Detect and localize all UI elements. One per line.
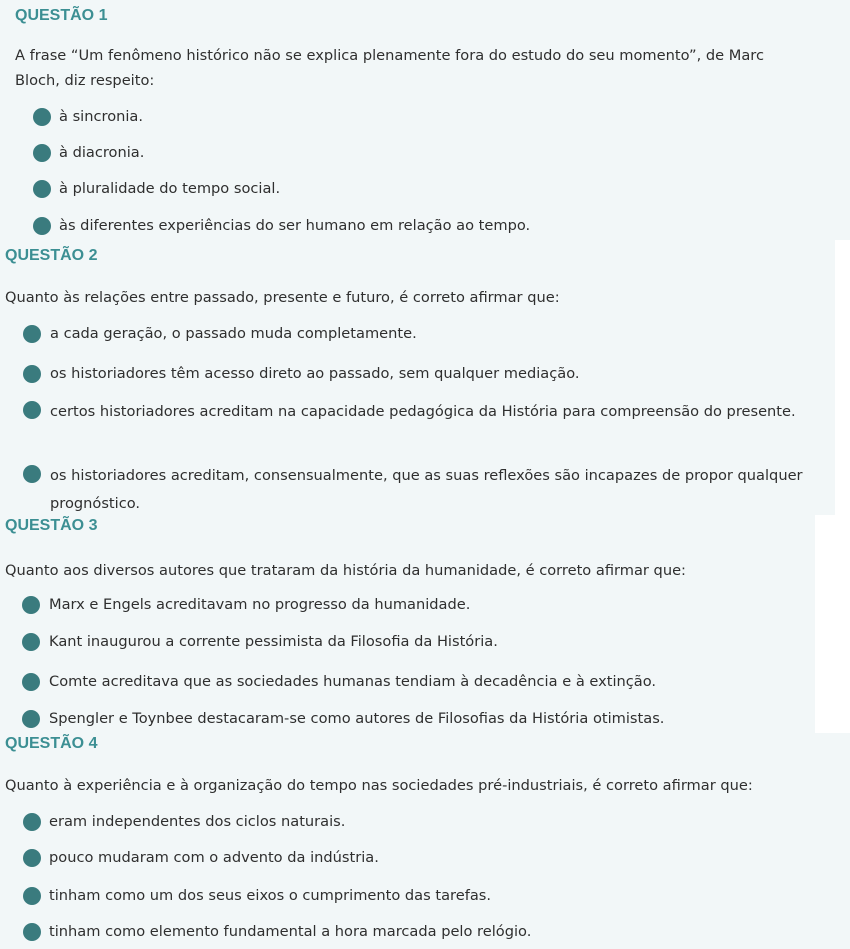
radio-dot-icon[interactable] xyxy=(33,180,51,198)
radio-dot-icon[interactable] xyxy=(23,325,41,343)
radio-dot-icon[interactable] xyxy=(23,401,41,419)
question-4-text: Quanto à experiência e à organização do tempo nas sociedades pré-industriais, é correto afirmar que: xyxy=(5,777,753,794)
option-label: Kant inaugurou a corrente pessimista da Filosofia da História. xyxy=(49,633,498,650)
option-label: tinham como elemento fundamental a hora marcada pelo relógio. xyxy=(49,923,532,940)
option-label: pouco mudaram com o advento da indústria. xyxy=(49,849,379,866)
radio-dot-icon[interactable] xyxy=(23,887,41,905)
option-label: às diferentes experiências do ser humano em relação ao tempo. xyxy=(59,217,531,234)
radio-dot-icon[interactable] xyxy=(22,673,40,691)
radio-dot-icon[interactable] xyxy=(33,144,51,162)
radio-dot-icon[interactable] xyxy=(22,596,40,614)
question-1-text-line-1: A frase “Um fenômeno histórico não se explica plenamente fora do estudo do seu momento”, de Marc xyxy=(15,47,764,64)
option-label: à pluralidade do tempo social. xyxy=(59,180,281,197)
radio-dot-icon[interactable] xyxy=(23,923,41,941)
radio-dot-icon[interactable] xyxy=(23,813,41,831)
question-1-panel xyxy=(0,0,850,240)
option-label: os historiadores acreditam, consensualmente, que as suas reflexões são incapazes de propor qualquer prognóstico. xyxy=(50,467,803,512)
option-label: à sincronia. xyxy=(59,108,144,125)
option-label: à diacronia. xyxy=(59,144,145,161)
option-label: Spengler e Toynbee destacaram-se como autores de Filosofias da História otimistas. xyxy=(49,710,665,727)
question-2-panel xyxy=(0,240,835,515)
option-label: eram independentes dos ciclos naturais. xyxy=(49,813,346,830)
radio-dot-icon[interactable] xyxy=(33,217,51,235)
option-label: Marx e Engels acreditavam no progresso da humanidade. xyxy=(49,596,471,613)
radio-dot-icon[interactable] xyxy=(22,633,40,651)
option-label: os historiadores têm acesso direto ao passado, sem qualquer mediação. xyxy=(50,365,580,382)
question-3-title: QUESTÃO 3 xyxy=(5,517,98,534)
question-1-title: QUESTÃO 1 xyxy=(15,7,108,24)
question-4-panel xyxy=(0,733,850,949)
question-2-text: Quanto às relações entre passado, presente e futuro, é correto afirmar que: xyxy=(5,289,560,306)
question-2-title: QUESTÃO 2 xyxy=(5,247,98,264)
option-label: a cada geração, o passado muda completamente. xyxy=(50,325,417,342)
question-3-text: Quanto aos diversos autores que trataram da história da humanidade, é correto afirmar que: xyxy=(5,562,686,579)
option-label: tinham como um dos seus eixos o cumprimento das tarefas. xyxy=(49,887,492,904)
radio-dot-icon[interactable] xyxy=(23,849,41,867)
question-3-panel xyxy=(0,515,815,733)
option-label: certos historiadores acreditam na capacidade pedagógica da História para compreensão do presente. xyxy=(50,403,796,420)
radio-dot-icon[interactable] xyxy=(23,465,41,483)
radio-dot-icon[interactable] xyxy=(33,108,51,126)
radio-dot-icon[interactable] xyxy=(22,710,40,728)
radio-dot-icon[interactable] xyxy=(23,365,41,383)
question-1-text-line-2: Bloch, diz respeito: xyxy=(15,72,155,89)
question-4-title: QUESTÃO 4 xyxy=(5,735,98,752)
option-label: Comte acreditava que as sociedades humanas tendiam à decadência e à extinção. xyxy=(49,673,657,690)
